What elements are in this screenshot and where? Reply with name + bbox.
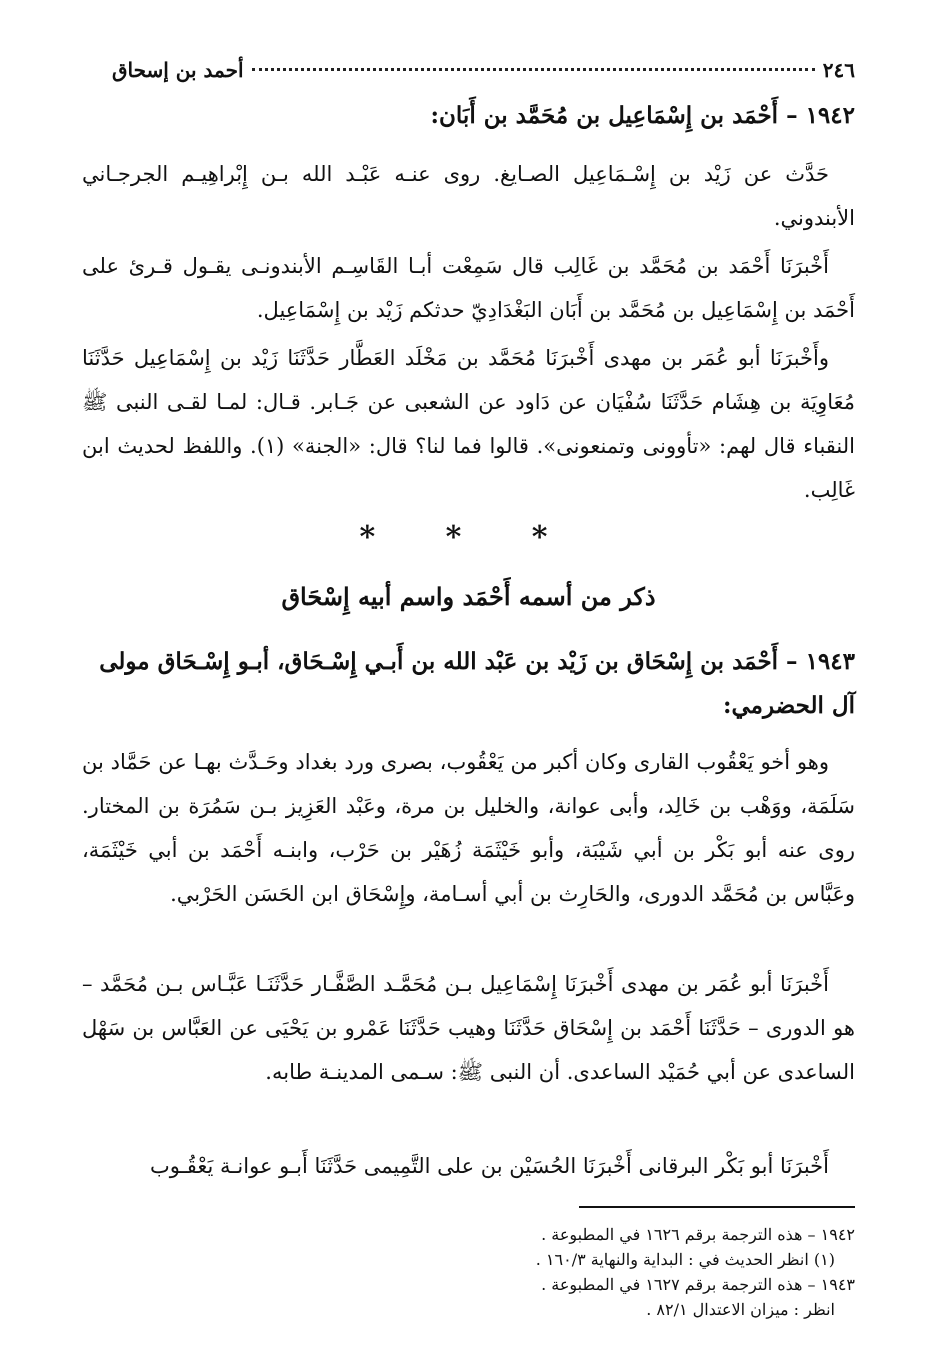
footnote-1: (١) انظر الحديث في : البداية والنهاية ١٦٠/٣ . xyxy=(535,1250,835,1269)
entry-1943-paragraph-1: وهو أخو يَعْقُوب القارى وكان أكبر من يَعْقُوب، بصرى ورد بغداد وحَـدَّث بهـا عن حَمَّاد بن سَلَمَة، ووَهْب بن خَالِد، وأبى عوانة، والخليل بن مرة، وعَبْد العَزِيز بـن سَمُرَة بن المختار. روى عنه أبو بَكْر بن أبي شَيْبَة، وأبو خَيْثَمَة زُهَيْر بن حَرْب، وابنـه أَحْمَد بن أبي خَيْثَمَة، وعَبَّاس بن مُحَمَّد الدورى، والحَارِث بن أبي أسـامة، وإِسْحَاق ابن الحَسَن الحَرْبي. xyxy=(82,750,855,906)
footnote-1943-ref: انظر : ميزان الاعتدال ٨٢/١ . xyxy=(646,1300,835,1319)
entry-1942-heading: ١٩٤٢ – أَحْمَد بن إِسْمَاعِيل بن مُحَمَّد بن أَبَان: xyxy=(430,102,855,129)
running-header xyxy=(112,58,855,82)
entry-1942-paragraph-1: حَدَّث عن زَيْد بن إِسْـمَاعِيل الصـايغ. روى عنـه عَبْـد الله بـن إِبْراهِيـم الجرجـاني الأبندوني. xyxy=(82,162,855,230)
leader-dots xyxy=(252,68,815,71)
entry-1942-paragraph-3: وأَخْبرَنَا أبو عُمَر بن مهدى أَخْبرَنَا مُحَمَّد بن مَخْلَد العَطَّار حَدَّثَنَا زَيْد بن إِسْمَاعِيل حَدَّثَنَا مُعَاوِيَة بن هِشَام حَدَّثَنَا سُفْيَان عن دَاود عن الشعبى عن جَـابر. قـال: لمـا لقـى النبى ﷺ النقباء قال لهم: «تأوونى وتمنعونى». قالوا فما لنا؟ قال: «الجنة» (١). واللفظ لحديث ابن غَالِب. xyxy=(82,346,855,502)
page-number: ٢٤٦ xyxy=(822,58,855,82)
entry-1943-paragraph-3: أَخْبرَنَا أبو بَكْر البرقانى أَخْبرَنَا الحُسَيْن بن على التَّمِيمى حَدَّثَنَا أَبـو عوانـة يَعْقُـوب xyxy=(149,1154,829,1178)
footnote-divider xyxy=(579,1206,855,1208)
section-title: ذكر من أسمه أَحْمَد واسم أبيه إِسْحَاق xyxy=(281,582,656,611)
entry-1942-paragraph-2: أَخْبرَنَا أَحْمَد بن مُحَمَّد بن غَالِب قال سَمِعْت أبـا القَاسِـم الأبندونـى يقـول قـرئ على أَحْمَد بن إِسْمَاعِيل بن مُحَمَّد بن أَبَان البَغْدَادِيّ حدثكم زَيْد بن إِسْمَاعِيل. xyxy=(82,254,855,322)
section-separator: * * * xyxy=(359,520,578,555)
footnotes xyxy=(300,1222,855,1322)
footnote-1942: ١٩٤٢ – هذه الترجمة برقم ١٦٢٦ في المطبوعة . xyxy=(541,1225,855,1244)
running-title: أحمد بن إسحاق xyxy=(112,58,244,82)
entry-1943-paragraph-2: أَخْبرَنَا أبو عُمَر بن مهدى أَخْبرَنَا إِسْمَاعِيل بـن مُحَمَّـد الصَّفَّـار حَدَّثَنَـا عَبَّـاس بـن مُحَمَّد – هو الدورى – حَدَّثَنَا أَحْمَد بن إِسْحَاق حَدَّثَنَا وهيب حَدَّثَنَا عَمْرو بن يَحْيَى عن العَبَّاس بن سَهْل الساعدى عن أبي حُمَيْد الساعدى. أن النبى ﷺ: سـمى المدينـة طابه. xyxy=(82,972,855,1084)
entry-1943-heading: ١٩٤٣ – أَحْمَد بن إِسْحَاق بن زَيْد بن عَبْد الله بن أَبـي إِسْـحَاق، أبـو إِسْـحَاق مولى آل الحضرمي: xyxy=(99,648,855,719)
footnote-1943: ١٩٤٣ – هذه الترجمة برقم ١٦٢٧ في المطبوعة . xyxy=(541,1275,855,1294)
